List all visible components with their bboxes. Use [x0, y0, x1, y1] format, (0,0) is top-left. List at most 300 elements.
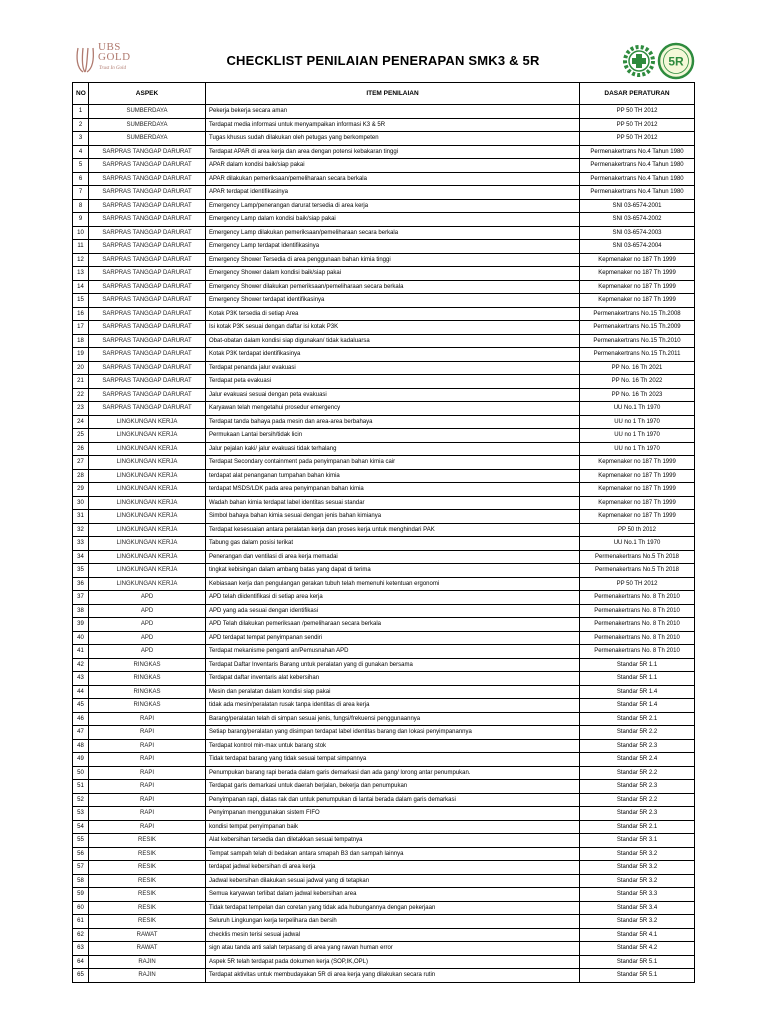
- row-aspek: RESIK: [89, 847, 206, 861]
- row-number: 27: [73, 456, 89, 470]
- row-aspek: RAPI: [89, 739, 206, 753]
- row-item-penilaian: APD Telah dilakukan pemeriksaan /pemeliharaan secara berkala: [206, 618, 580, 632]
- row-aspek: RESIK: [89, 915, 206, 929]
- row-dasar-peraturan: Standar 5R 3.2: [580, 874, 695, 888]
- row-item-penilaian: Aspek 5R telah terdapat pada dokumen kerja (SOP,IK,OPL): [206, 955, 580, 969]
- table-row: [73, 348, 695, 362]
- row-number: 58: [73, 874, 89, 888]
- row-item-penilaian: Jalur evakuasi sesuai dengan peta evakuasi: [206, 388, 580, 402]
- row-number: 56: [73, 847, 89, 861]
- table-row: [73, 226, 695, 240]
- table-row: [73, 469, 695, 483]
- row-item-penilaian: Setiap barang/peralatan yang disimpan terdapat label identitas barang dan lokasi penyimpanannya: [206, 726, 580, 740]
- table-row: [73, 213, 695, 227]
- row-number: 13: [73, 267, 89, 281]
- table-row: [73, 523, 695, 537]
- row-aspek: RESIK: [89, 874, 206, 888]
- row-number: 8: [73, 199, 89, 213]
- row-item-penilaian: Terdapat media informasi untuk menyampaikan informasi K3 & 5R: [206, 118, 580, 132]
- row-dasar-peraturan: Permenakertrans No.4 Tahun 1980: [580, 159, 695, 173]
- table-row: [73, 861, 695, 875]
- row-number: 18: [73, 334, 89, 348]
- row-aspek: LINGKUNGAN KERJA: [89, 577, 206, 591]
- row-aspek: RAWAT: [89, 928, 206, 942]
- row-item-penilaian: Tabung gas dalam posisi terikat: [206, 537, 580, 551]
- row-number: 15: [73, 294, 89, 308]
- row-item-penilaian: Tidak terdapat barang yang tidak sesuai tempat simpannya: [206, 753, 580, 767]
- table-row: [73, 631, 695, 645]
- row-number: 5: [73, 159, 89, 173]
- table-row: [73, 105, 695, 119]
- table-row: [73, 199, 695, 213]
- row-dasar-peraturan: Standar 5R 2.2: [580, 726, 695, 740]
- row-item-penilaian: Mesin dan peralatan dalam kondisi siap pakai: [206, 685, 580, 699]
- row-number: 59: [73, 888, 89, 902]
- row-number: 22: [73, 388, 89, 402]
- row-number: 23: [73, 402, 89, 416]
- row-dasar-peraturan: Kepmenaker no 187 Th 1999: [580, 456, 695, 470]
- row-number: 4: [73, 145, 89, 159]
- row-item-penilaian: APAR dalam kondisi baik/siap pakai: [206, 159, 580, 173]
- table-row: [73, 240, 695, 254]
- row-dasar-peraturan: Permenakertrans No.15 Th.2010: [580, 334, 695, 348]
- table-row: [73, 658, 695, 672]
- row-number: 10: [73, 226, 89, 240]
- row-dasar-peraturan: PP 50 TH 2012: [580, 577, 695, 591]
- row-aspek: SARPRAS TANGGAP DARURAT: [89, 294, 206, 308]
- row-dasar-peraturan: Permenakertrans No.15 Th.2008: [580, 307, 695, 321]
- header-item-penilaian: ITEM PENILAIAN: [206, 83, 580, 105]
- row-dasar-peraturan: UU no 1 Th 1970: [580, 415, 695, 429]
- row-item-penilaian: Isi kotak P3K sesuai dengan daftar isi kotak P3K: [206, 321, 580, 335]
- row-aspek: SARPRAS TANGGAP DARURAT: [89, 402, 206, 416]
- row-dasar-peraturan: Permenakertrans No. 8 Th 2010: [580, 618, 695, 632]
- row-dasar-peraturan: Kepmenaker no 187 Th 1999: [580, 496, 695, 510]
- row-aspek: LINGKUNGAN KERJA: [89, 483, 206, 497]
- row-dasar-peraturan: Permenakertrans No.15 Th.2009: [580, 321, 695, 335]
- table-row: [73, 483, 695, 497]
- row-item-penilaian: Terdapat mekanisme penganti an/Pemusnahan APD: [206, 645, 580, 659]
- row-aspek: RAPI: [89, 766, 206, 780]
- row-number: 40: [73, 631, 89, 645]
- row-aspek: RAWAT: [89, 942, 206, 956]
- row-number: 46: [73, 712, 89, 726]
- row-item-penilaian: Obat-obatan dalam kondisi siap digunakan/ tidak kadaluarsa: [206, 334, 580, 348]
- row-item-penilaian: APD telah diidentifikasi di setiap area kerja: [206, 591, 580, 605]
- row-item-penilaian: Karyawan telah mengetahui prosedur emergency: [206, 402, 580, 416]
- row-item-penilaian: Emergency Lamp dalam kondisi baik/siap pakai: [206, 213, 580, 227]
- row-aspek: SARPRAS TANGGAP DARURAT: [89, 213, 206, 227]
- row-aspek: LINGKUNGAN KERJA: [89, 496, 206, 510]
- table-row: [73, 645, 695, 659]
- table-row: [73, 699, 695, 713]
- table-row: [73, 496, 695, 510]
- header-aspek: ASPEK: [89, 83, 206, 105]
- row-dasar-peraturan: Permenakertrans No.15 Th.2011: [580, 348, 695, 362]
- table-row: [73, 955, 695, 969]
- row-item-penilaian: sign atau tanda anti salah terpasang di area yang rawan human error: [206, 942, 580, 956]
- row-dasar-peraturan: Standar 5R 4.1: [580, 928, 695, 942]
- table-row: [73, 402, 695, 416]
- row-item-penilaian: Permukaan Lantai bersih/tidak licin: [206, 429, 580, 443]
- row-dasar-peraturan: PP No. 16 Th 2022: [580, 375, 695, 389]
- row-dasar-peraturan: SNI 03-6574-2002: [580, 213, 695, 227]
- row-number: 61: [73, 915, 89, 929]
- row-aspek: LINGKUNGAN KERJA: [89, 469, 206, 483]
- table-row: [73, 334, 695, 348]
- table-row: [73, 726, 695, 740]
- document-header: [72, 42, 694, 80]
- row-item-penilaian: Emergency Shower dalam kondisi baik/siap pakai: [206, 267, 580, 281]
- table-row: [73, 577, 695, 591]
- row-number: 25: [73, 429, 89, 443]
- row-aspek: SUMBERDAYA: [89, 132, 206, 146]
- row-number: 24: [73, 415, 89, 429]
- table-row: [73, 429, 695, 443]
- header-dasar-peraturan: DASAR PERATURAN: [580, 83, 695, 105]
- row-aspek: SARPRAS TANGGAP DARURAT: [89, 159, 206, 173]
- row-aspek: SARPRAS TANGGAP DARURAT: [89, 172, 206, 186]
- row-number: 11: [73, 240, 89, 254]
- row-aspek: LINGKUNGAN KERJA: [89, 429, 206, 443]
- row-dasar-peraturan: Permenakertrans No. 8 Th 2010: [580, 604, 695, 618]
- row-number: 39: [73, 618, 89, 632]
- row-item-penilaian: APAR dilakukan pemeriksaan/pemeliharaan secara berkala: [206, 172, 580, 186]
- row-item-penilaian: Penyimpanan menggunakan sistem FIFO: [206, 807, 580, 821]
- row-dasar-peraturan: Standar 5R 5.1: [580, 969, 695, 983]
- table-row: [73, 915, 695, 929]
- row-dasar-peraturan: PP 50 TH 2012: [580, 105, 695, 119]
- row-dasar-peraturan: UU no 1 Th 1970: [580, 442, 695, 456]
- row-number: 14: [73, 280, 89, 294]
- table-row: [73, 847, 695, 861]
- table-row: [73, 888, 695, 902]
- row-number: 28: [73, 469, 89, 483]
- table-row: [73, 712, 695, 726]
- row-number: 60: [73, 901, 89, 915]
- row-item-penilaian: Jadwal kebersihan dilakukan sesuai jadwal yang di tetapkan: [206, 874, 580, 888]
- table-row: [73, 618, 695, 632]
- row-aspek: LINGKUNGAN KERJA: [89, 550, 206, 564]
- row-aspek: LINGKUNGAN KERJA: [89, 523, 206, 537]
- row-item-penilaian: APAR terdapat identifikasinya: [206, 186, 580, 200]
- table-row: [73, 537, 695, 551]
- row-dasar-peraturan: Permenakertrans No.4 Tahun 1980: [580, 172, 695, 186]
- row-dasar-peraturan: UU No.1 Th 1970: [580, 402, 695, 416]
- row-aspek: SARPRAS TANGGAP DARURAT: [89, 388, 206, 402]
- row-dasar-peraturan: PP 50 th 2012: [580, 523, 695, 537]
- row-dasar-peraturan: SNI 03-6574-2004: [580, 240, 695, 254]
- k3-gear-cross-icon: [622, 42, 656, 80]
- row-aspek: RAPI: [89, 780, 206, 794]
- row-number: 35: [73, 564, 89, 578]
- row-dasar-peraturan: SNI 03-6574-2001: [580, 199, 695, 213]
- row-item-penilaian: Terdapat daftar inventaris alat kebersihan: [206, 672, 580, 686]
- row-dasar-peraturan: Standar 5R 3.1: [580, 834, 695, 848]
- row-item-penilaian: Emergency Shower Tersedia di area penggunaan bahan kimia tinggi: [206, 253, 580, 267]
- row-dasar-peraturan: Standar 5R 2.3: [580, 780, 695, 794]
- table-header-row: [73, 83, 695, 105]
- row-aspek: APD: [89, 618, 206, 632]
- row-aspek: SARPRAS TANGGAP DARURAT: [89, 267, 206, 281]
- row-item-penilaian: Tempat sampah telah di bedakan antara smapah B3 dan sampah lainnya: [206, 847, 580, 861]
- table-row: [73, 874, 695, 888]
- row-dasar-peraturan: Standar 5R 2.3: [580, 739, 695, 753]
- row-item-penilaian: checklis mesin terisi sesuai jadwal: [206, 928, 580, 942]
- row-aspek: SARPRAS TANGGAP DARURAT: [89, 307, 206, 321]
- row-number: 37: [73, 591, 89, 605]
- row-number: 42: [73, 658, 89, 672]
- row-number: 3: [73, 132, 89, 146]
- row-aspek: SARPRAS TANGGAP DARURAT: [89, 280, 206, 294]
- row-aspek: SARPRAS TANGGAP DARURAT: [89, 186, 206, 200]
- row-number: 55: [73, 834, 89, 848]
- row-dasar-peraturan: Standar 5R 2.2: [580, 793, 695, 807]
- row-number: 19: [73, 348, 89, 362]
- row-number: 41: [73, 645, 89, 659]
- row-number: 34: [73, 550, 89, 564]
- row-item-penilaian: Pekerja bekerja secara aman: [206, 105, 580, 119]
- table-row: [73, 834, 695, 848]
- row-dasar-peraturan: Standar 5R 3.2: [580, 915, 695, 929]
- table-row: [73, 510, 695, 524]
- row-aspek: SARPRAS TANGGAP DARURAT: [89, 334, 206, 348]
- table-row: [73, 942, 695, 956]
- header-no: NO: [73, 83, 89, 105]
- table-row: [73, 280, 695, 294]
- row-aspek: APD: [89, 645, 206, 659]
- row-aspek: SUMBERDAYA: [89, 118, 206, 132]
- row-number: 43: [73, 672, 89, 686]
- row-aspek: SARPRAS TANGGAP DARURAT: [89, 321, 206, 335]
- logo-name: UBS GOLD: [98, 41, 131, 63]
- row-item-penilaian: Terdapat Daftar Inventaris Barang untuk peralatan yang di gunakan bersama: [206, 658, 580, 672]
- row-item-penilaian: Jalur pejalan kaki/ jalur evakuasi tidak terhalang: [206, 442, 580, 456]
- row-aspek: RESIK: [89, 834, 206, 848]
- row-dasar-peraturan: Permenakertrans No. 8 Th 2010: [580, 645, 695, 659]
- row-number: 57: [73, 861, 89, 875]
- table-row: [73, 253, 695, 267]
- row-dasar-peraturan: Standar 5R 1.1: [580, 658, 695, 672]
- row-aspek: SARPRAS TANGGAP DARURAT: [89, 253, 206, 267]
- table-row: [73, 172, 695, 186]
- row-item-penilaian: Terdapat kontrol min-max untuk barang stok: [206, 739, 580, 753]
- table-row: [73, 388, 695, 402]
- row-item-penilaian: Penyimpanan rapi, diatas rak dan untuk penumpukan di lantai berada dalam garis demarkasi: [206, 793, 580, 807]
- row-item-penilaian: terdapat alat penanganan tumpahan bahan kimia: [206, 469, 580, 483]
- table-row: [73, 820, 695, 834]
- row-dasar-peraturan: Permenakertrans No. 8 Th 2010: [580, 631, 695, 645]
- row-number: 49: [73, 753, 89, 767]
- row-dasar-peraturan: Kepmenaker no 187 Th 1999: [580, 280, 695, 294]
- row-number: 31: [73, 510, 89, 524]
- row-item-penilaian: Terdapat aktivitas untuk membudayakan 5R di area kerja yang dilakukan secara rutin: [206, 969, 580, 983]
- row-number: 45: [73, 699, 89, 713]
- row-number: 50: [73, 766, 89, 780]
- row-item-penilaian: Simbol bahaya bahan kimia sesuai dengan jenis bahan kimianya: [206, 510, 580, 524]
- row-number: 9: [73, 213, 89, 227]
- row-item-penilaian: Alat kebersihan tersedia dan diletakkan sesuai tempatnya: [206, 834, 580, 848]
- row-aspek: SARPRAS TANGGAP DARURAT: [89, 375, 206, 389]
- row-aspek: RESIK: [89, 901, 206, 915]
- row-number: 54: [73, 820, 89, 834]
- row-number: 29: [73, 483, 89, 497]
- row-aspek: SARPRAS TANGGAP DARURAT: [89, 361, 206, 375]
- row-aspek: RAPI: [89, 793, 206, 807]
- row-item-penilaian: Kebiasaan kerja dan pengulangan gerakan tubuh telah memenuhi ketentuan ergonomi: [206, 577, 580, 591]
- row-aspek: RINGKAS: [89, 672, 206, 686]
- row-dasar-peraturan: Kepmenaker no 187 Th 1999: [580, 253, 695, 267]
- table-row: [73, 685, 695, 699]
- row-dasar-peraturan: Kepmenaker no 187 Th 1999: [580, 510, 695, 524]
- row-dasar-peraturan: Kepmenaker no 187 Th 1999: [580, 469, 695, 483]
- checklist-table: [72, 82, 695, 983]
- row-dasar-peraturan: Standar 5R 1.4: [580, 685, 695, 699]
- row-item-penilaian: Terdapat tanda bahaya pada mesin dan area-area berbahaya: [206, 415, 580, 429]
- row-dasar-peraturan: Permenakertrans No.5 Th 2018: [580, 564, 695, 578]
- table-row: [73, 321, 695, 335]
- row-aspek: APD: [89, 631, 206, 645]
- row-item-penilaian: tingkat kebisingan dalam ambang batas yang dapat di terima: [206, 564, 580, 578]
- table-row: [73, 186, 695, 200]
- row-item-penilaian: Terdapat APAR di area kerja dan area dengan potensi kebakaran tinggi: [206, 145, 580, 159]
- row-dasar-peraturan: SNI 03-6574-2003: [580, 226, 695, 240]
- row-dasar-peraturan: Permenakertrans No. 8 Th 2010: [580, 591, 695, 605]
- row-aspek: LINGKUNGAN KERJA: [89, 456, 206, 470]
- row-number: 7: [73, 186, 89, 200]
- row-dasar-peraturan: Standar 5R 1.4: [580, 699, 695, 713]
- table-row: [73, 456, 695, 470]
- row-item-penilaian: Emergency Shower dilakukan pemeriksaan/pemeliharaan secara berkala: [206, 280, 580, 294]
- table-row: [73, 766, 695, 780]
- row-number: 30: [73, 496, 89, 510]
- row-aspek: SARPRAS TANGGAP DARURAT: [89, 348, 206, 362]
- table-row: [73, 159, 695, 173]
- row-number: 38: [73, 604, 89, 618]
- table-row: [73, 442, 695, 456]
- row-dasar-peraturan: Kepmenaker no 187 Th 1999: [580, 294, 695, 308]
- row-item-penilaian: Terdapat garis demarkasi untuk daerah berjalan, bekerja dan penumpukan: [206, 780, 580, 794]
- row-number: 44: [73, 685, 89, 699]
- row-item-penilaian: Barang/peralatan telah di simpan sesuai jenis, fungsi/frekuensi penggunaannya: [206, 712, 580, 726]
- row-dasar-peraturan: Standar 5R 3.2: [580, 861, 695, 875]
- row-dasar-peraturan: Standar 5R 2.1: [580, 712, 695, 726]
- table-row: [73, 753, 695, 767]
- row-aspek: SARPRAS TANGGAP DARURAT: [89, 226, 206, 240]
- row-aspek: SUMBERDAYA: [89, 105, 206, 119]
- table-row: [73, 294, 695, 308]
- table-row: [73, 550, 695, 564]
- row-item-penilaian: Terdapat kesesuaian antara peralatan kerja dan proses kerja untuk menghindari PAK: [206, 523, 580, 537]
- row-item-penilaian: Tidak terdapat tempelan dan coretan yang tidak ada hubungannya dengan pekerjaan: [206, 901, 580, 915]
- row-dasar-peraturan: UU no 1 Th 1970: [580, 429, 695, 443]
- row-number: 17: [73, 321, 89, 335]
- row-aspek: RAPI: [89, 753, 206, 767]
- row-item-penilaian: Terdapat penanda jalur evakuasi: [206, 361, 580, 375]
- table-row: [73, 739, 695, 753]
- row-dasar-peraturan: PP 50 TH 2012: [580, 118, 695, 132]
- table-row: [73, 928, 695, 942]
- row-number: 47: [73, 726, 89, 740]
- row-number: 6: [73, 172, 89, 186]
- table-row: [73, 145, 695, 159]
- row-item-penilaian: terdapat jadwal kebersihan di area kerja: [206, 861, 580, 875]
- logo-tagline: Trust In Gold: [99, 66, 126, 71]
- row-number: 64: [73, 955, 89, 969]
- table-row: [73, 307, 695, 321]
- row-number: 62: [73, 928, 89, 942]
- row-number: 53: [73, 807, 89, 821]
- row-dasar-peraturan: PP No. 16 Th 2021: [580, 361, 695, 375]
- row-item-penilaian: terdapat MSDS/LDK pada area penyimpanan bahan kimia: [206, 483, 580, 497]
- row-number: 20: [73, 361, 89, 375]
- table-row: [73, 807, 695, 821]
- row-dasar-peraturan: Standar 5R 2.1: [580, 820, 695, 834]
- 5r-badge-icon: [657, 42, 695, 80]
- row-number: 1: [73, 105, 89, 119]
- table-row: [73, 118, 695, 132]
- table-row: [73, 591, 695, 605]
- row-number: 32: [73, 523, 89, 537]
- row-dasar-peraturan: Standar 5R 3.3: [580, 888, 695, 902]
- table-row: [73, 267, 695, 281]
- row-item-penilaian: Terdapat Secondary containment pada penyimpanan bahan kimia cair: [206, 456, 580, 470]
- row-item-penilaian: Penumpukan barang rapi berada dalam garis demarkasi dan ada gang/ lorong antar penumpukan.: [206, 766, 580, 780]
- row-item-penilaian: Emergency Lamp dilakukan pemeriksaan/pemeliharaan secara berkala: [206, 226, 580, 240]
- row-dasar-peraturan: Permenakertrans No.4 Tahun 1980: [580, 186, 695, 200]
- row-number: 16: [73, 307, 89, 321]
- row-item-penilaian: Terdapat peta evakuasi: [206, 375, 580, 389]
- row-aspek: SARPRAS TANGGAP DARURAT: [89, 240, 206, 254]
- table-row: [73, 793, 695, 807]
- row-aspek: LINGKUNGAN KERJA: [89, 564, 206, 578]
- row-number: 21: [73, 375, 89, 389]
- row-item-penilaian: Emergency Lamp terdapat identifikasinya: [206, 240, 580, 254]
- row-aspek: LINGKUNGAN KERJA: [89, 537, 206, 551]
- row-dasar-peraturan: Kepmenaker no 187 Th 1999: [580, 267, 695, 281]
- document-title: CHECKLIST PENILAIAN PENERAPAN SMK3 & 5R: [226, 53, 540, 68]
- table-row: [73, 564, 695, 578]
- row-item-penilaian: Tugas khusus sudah dilakukan oleh petugas yang berkompeten: [206, 132, 580, 146]
- row-dasar-peraturan: PP No. 16 Th 2023: [580, 388, 695, 402]
- row-number: 63: [73, 942, 89, 956]
- row-dasar-peraturan: Kepmenaker no 187 Th 1999: [580, 483, 695, 497]
- row-number: 12: [73, 253, 89, 267]
- row-item-penilaian: Penerangan dan ventilasi di area kerja memadai: [206, 550, 580, 564]
- row-dasar-peraturan: Permenakertrans No.5 Th 2018: [580, 550, 695, 564]
- row-aspek: RAPI: [89, 820, 206, 834]
- row-number: 36: [73, 577, 89, 591]
- row-aspek: RAJIN: [89, 955, 206, 969]
- row-aspek: RAPI: [89, 726, 206, 740]
- table-row: [73, 672, 695, 686]
- row-number: 51: [73, 780, 89, 794]
- row-dasar-peraturan: Standar 5R 3.2: [580, 847, 695, 861]
- row-aspek: RESIK: [89, 888, 206, 902]
- 5r-badge-text: 5R: [668, 54, 684, 69]
- row-aspek: RAJIN: [89, 969, 206, 983]
- row-aspek: APD: [89, 604, 206, 618]
- row-aspek: LINGKUNGAN KERJA: [89, 442, 206, 456]
- table-row: [73, 375, 695, 389]
- row-dasar-peraturan: Standar 5R 1.1: [580, 672, 695, 686]
- row-aspek: APD: [89, 591, 206, 605]
- row-number: 2: [73, 118, 89, 132]
- row-item-penilaian: Emergency Shower terdapat identifikasinya: [206, 294, 580, 308]
- row-item-penilaian: Wadah bahan kimia terdapat label identitas sesuai standar: [206, 496, 580, 510]
- row-aspek: RINGKAS: [89, 685, 206, 699]
- row-dasar-peraturan: PP 50 TH 2012: [580, 132, 695, 146]
